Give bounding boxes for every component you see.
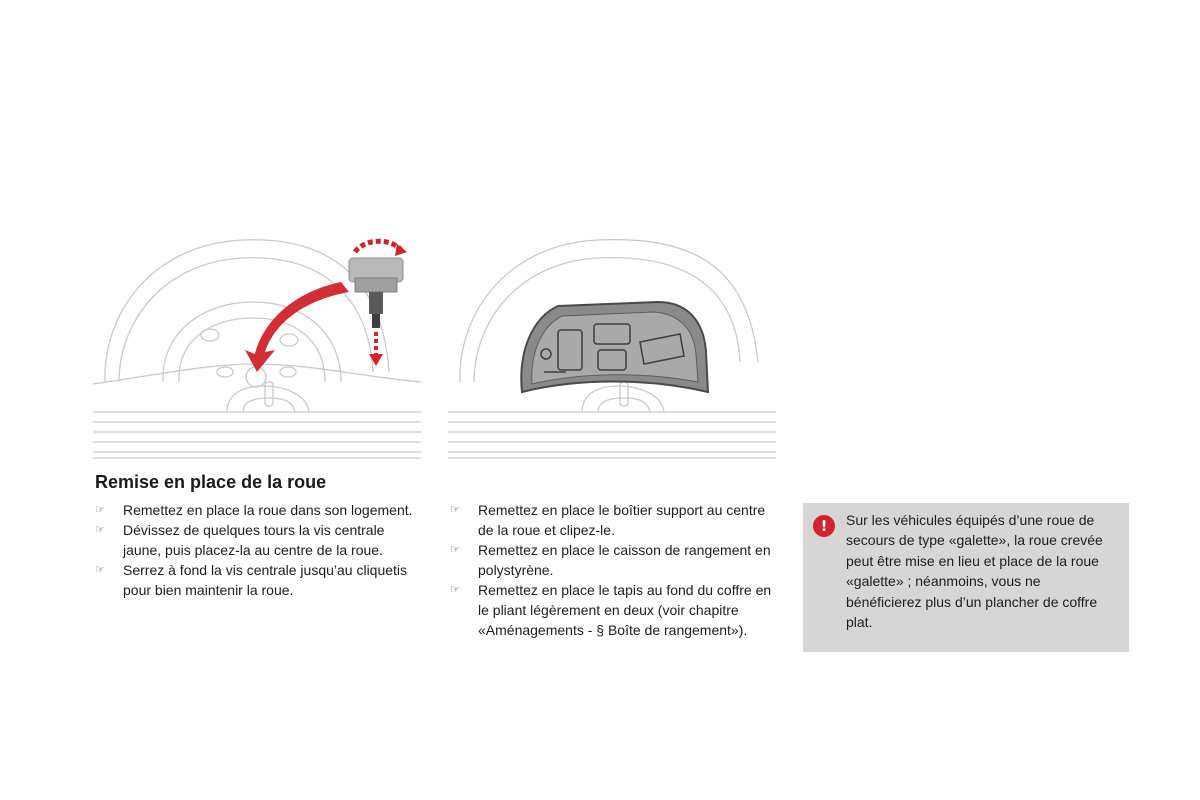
warning-note-box <box>803 503 1129 652</box>
hand-pointer-icon: ☞ <box>95 564 105 576</box>
warning-exclamation-icon: ! <box>813 515 835 537</box>
hand-pointer-icon: ☞ <box>450 504 460 516</box>
warning-note-text: Sur les véhicules équipés d’une roue de secours de type «galette», la roue crevée peut être mise en lieu et place de la roue «galette» ; néanmoins, vous ne bénéficierez plus d’un plancher de coffre plat. <box>846 512 1103 631</box>
list-item: ☞ Remettez en place le boîtier support au centre de la roue et clipez-le. <box>450 502 766 538</box>
list-item: ☞ Remettez en place la roue dans son logement. <box>95 502 413 518</box>
section-title: Remise en place de la roue <box>95 472 327 492</box>
hand-pointer-icon: ☞ <box>95 524 105 536</box>
list-item: ☞ Dévissez de quelques tours la vis centrale jaune, puis placez-la au centre de la roue. <box>95 522 385 558</box>
illustration-storage-box <box>448 222 776 460</box>
list-item: ☞ Remettez en place le tapis au fond du coffre en le pliant légèrement en deux (voir chapitre «Aménagements - § Boîte de rangement»). <box>450 582 772 638</box>
steps-list-right <box>450 500 780 640</box>
steps-list-left <box>95 500 425 600</box>
hand-pointer-icon: ☞ <box>95 504 105 516</box>
list-item: ☞ Serrez à fond la vis centrale jusqu’au cliquetis pour bien maintenir la roue. <box>95 562 408 598</box>
hand-pointer-icon: ☞ <box>450 584 460 596</box>
hand-pointer-icon: ☞ <box>450 544 460 556</box>
illustration-wheel-screw <box>93 222 421 460</box>
list-item: ☞ Remettez en place le caisson de rangement en polystyrène. <box>450 542 771 578</box>
